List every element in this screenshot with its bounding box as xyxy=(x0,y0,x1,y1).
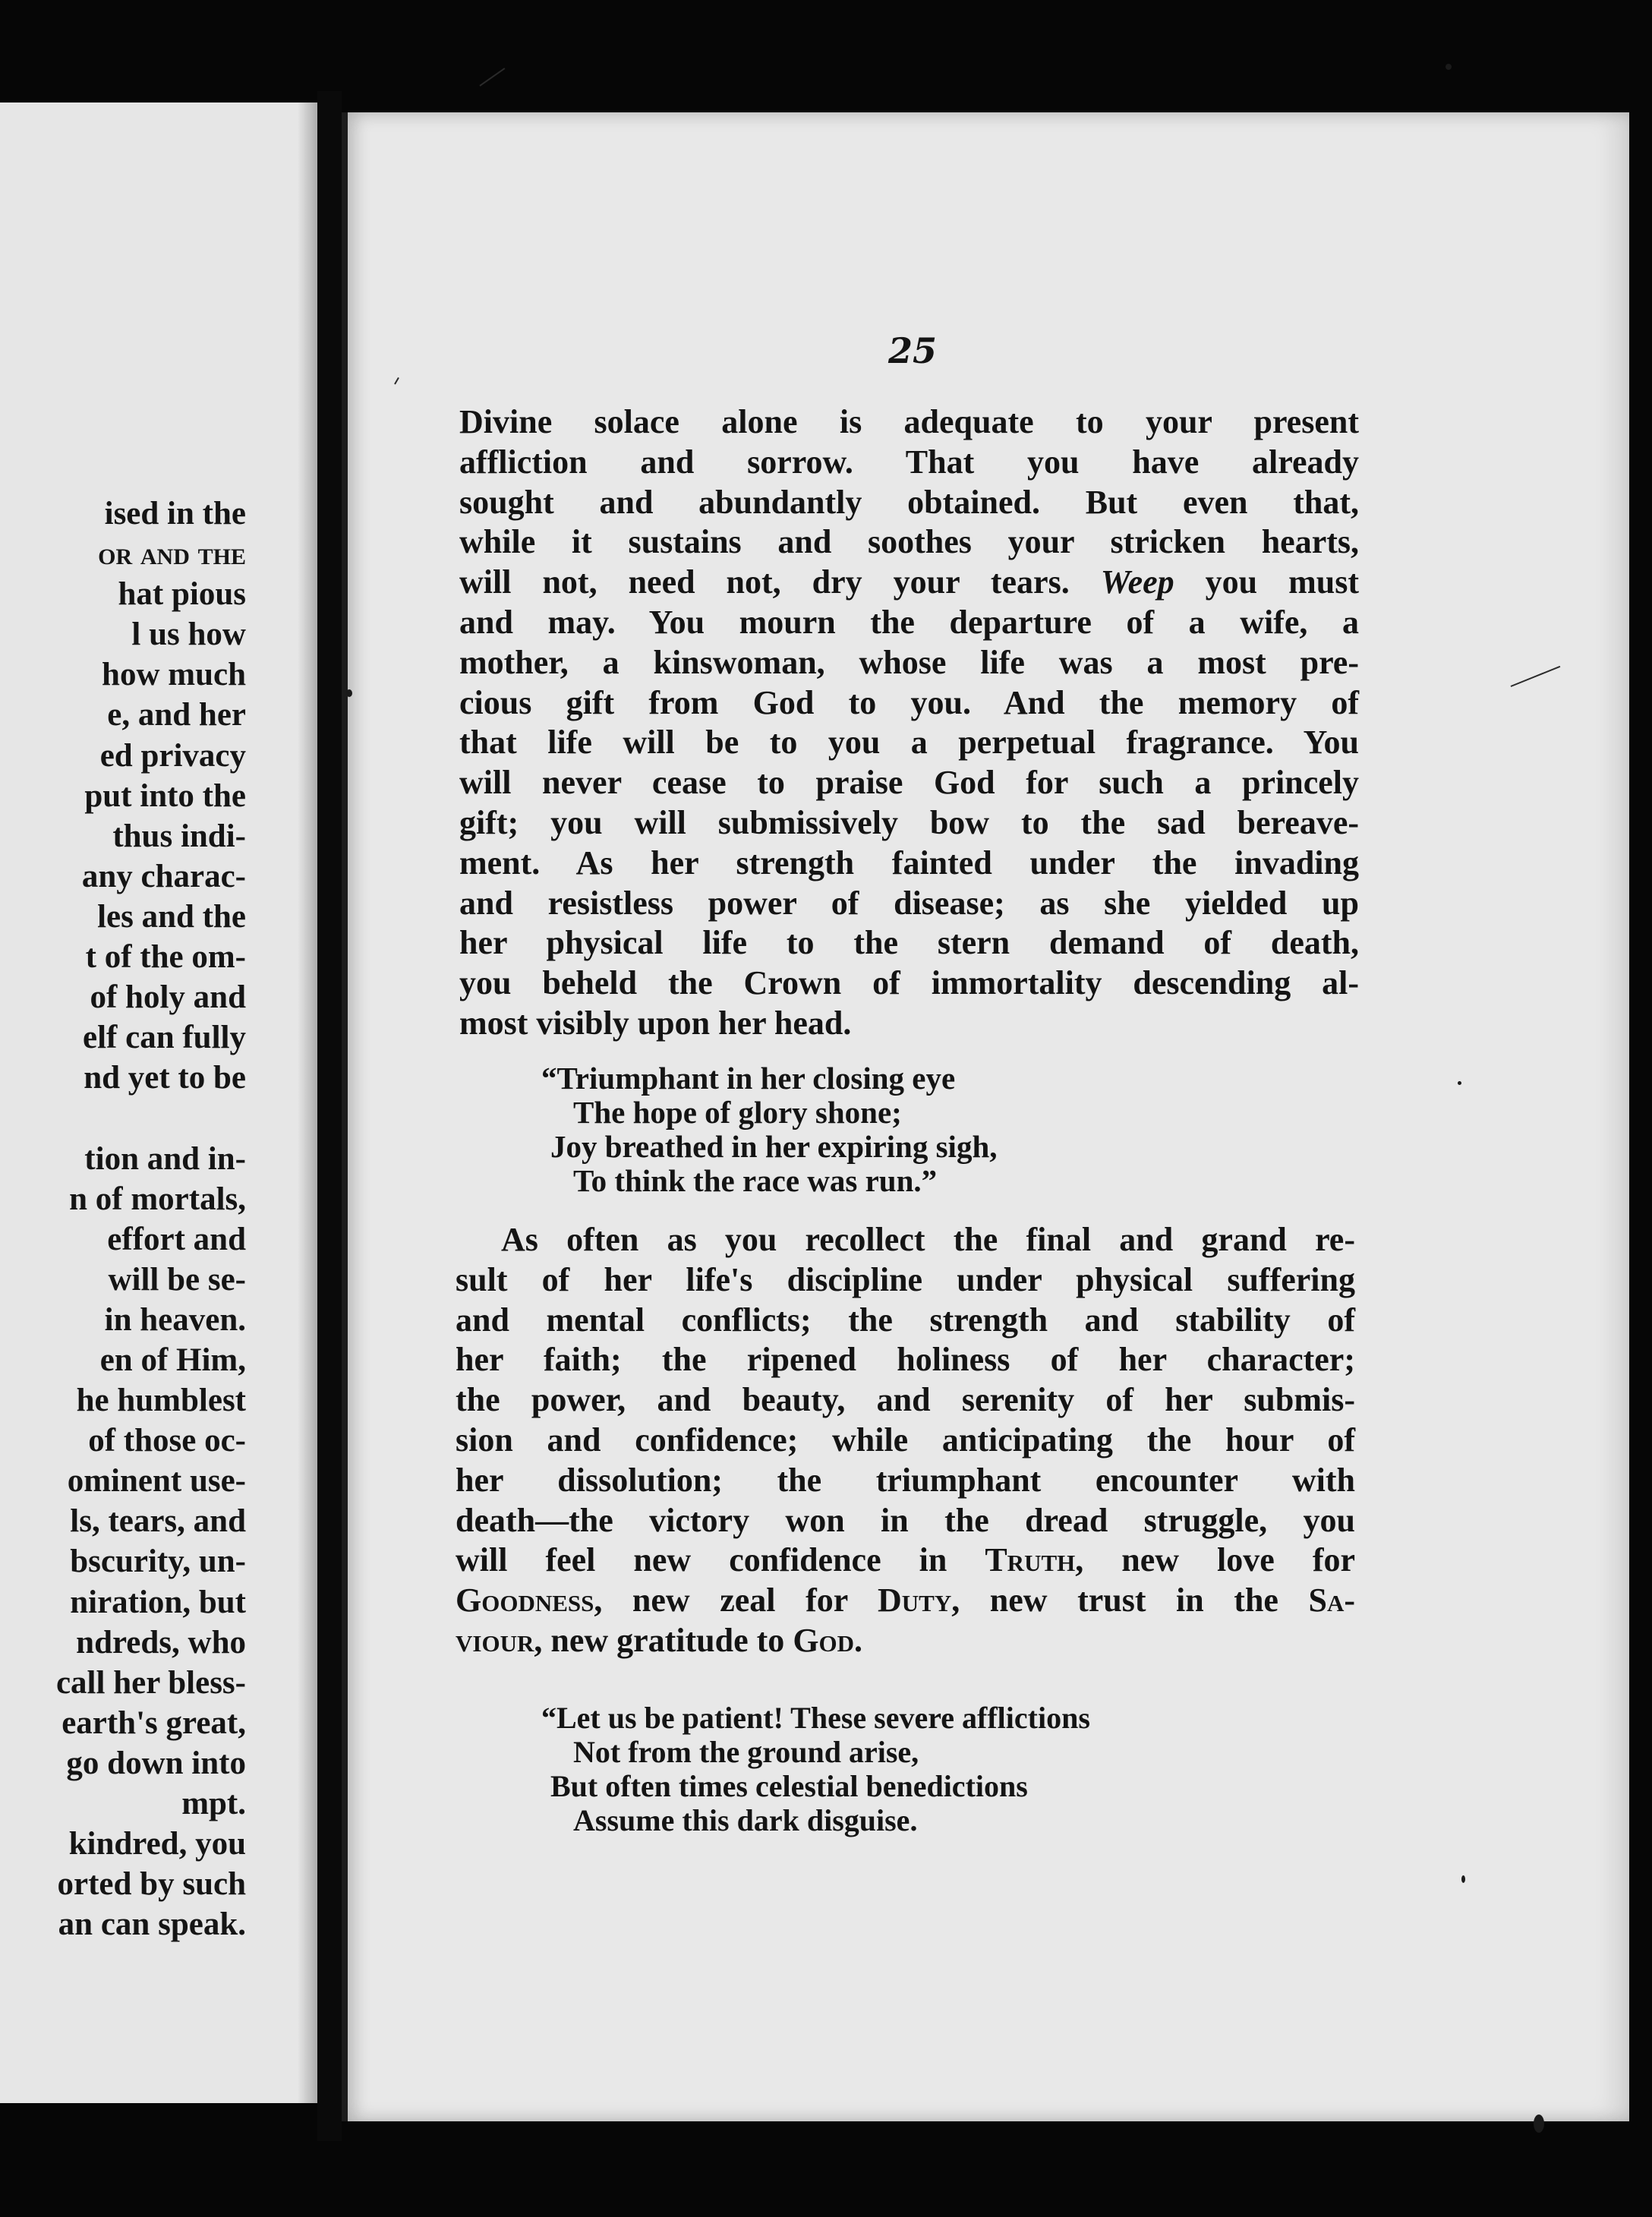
text-line: will not, need not, dry your tears. Weep you must xyxy=(459,563,1360,601)
text-line: that life will be to you a perpetual fragrance. You xyxy=(459,724,1359,762)
word-truth: Truth xyxy=(985,1541,1076,1579)
emphasis-weep: Weep xyxy=(1100,563,1174,601)
text-line: sion and confidence; while anticipating the hour of xyxy=(456,1421,1355,1459)
text-line: cious gift from God to you. And the memory of xyxy=(459,683,1359,721)
left-line: tion and in- xyxy=(84,1140,246,1177)
left-line: niration, but xyxy=(70,1584,246,1620)
verse-line: Joy breathed in her expiring sigh, xyxy=(550,1129,998,1164)
text-line: you beheld the Crown of immortality descending al- xyxy=(459,964,1359,1002)
left-line: les and the xyxy=(97,898,246,935)
left-line: put into the xyxy=(84,777,246,814)
left-line: l us how xyxy=(131,617,246,653)
text-line: death—the victory won in the dread struggle, you xyxy=(456,1501,1355,1539)
left-line: elf can fully xyxy=(83,1020,246,1056)
verse-2 xyxy=(541,1701,1090,1837)
text-line: most visibly upon her head. xyxy=(459,1004,852,1042)
verse-line: Not from the ground arise, xyxy=(573,1735,919,1769)
left-line: he humblest xyxy=(76,1383,246,1419)
left-line: bscurity, un- xyxy=(70,1544,246,1580)
scan-speck xyxy=(1461,1875,1465,1883)
text-line: viour, new gratitude to God. xyxy=(456,1621,863,1659)
scan-speck xyxy=(1446,64,1452,70)
text-line: and may. You mourn the departure of a wife, a xyxy=(459,603,1359,641)
word-saviour-end: viour xyxy=(456,1621,534,1659)
left-line: hat pious xyxy=(118,576,246,613)
text-line: the power, and beauty, and serenity of her submis- xyxy=(456,1381,1355,1419)
word-goodness: Goodness xyxy=(456,1582,594,1619)
text-line: will never cease to praise God for such a princely xyxy=(459,764,1359,802)
left-line: t of the om- xyxy=(85,939,246,976)
left-line: call her bless- xyxy=(55,1664,246,1701)
left-line: or and the xyxy=(98,536,246,572)
left-line: will be se- xyxy=(108,1261,246,1298)
left-line: an can speak. xyxy=(58,1906,246,1943)
left-line: n of mortals, xyxy=(69,1181,246,1217)
left-line: in heaven. xyxy=(104,1301,246,1338)
left-line: any charac- xyxy=(81,858,246,894)
left-line: of holy and xyxy=(90,979,246,1016)
left-line: of those oc- xyxy=(88,1423,246,1459)
scan-speck xyxy=(1534,2115,1544,2133)
left-line: how much xyxy=(102,657,246,693)
text-line: sought and abundantly obtained. But even that, xyxy=(459,483,1359,521)
scan-speck xyxy=(346,689,352,697)
text-line: Goodness, new zeal for Duty, new trust in the Sa- xyxy=(456,1582,1356,1619)
left-line: nd yet to be xyxy=(84,1060,246,1096)
verse-line: “Triumphant in her closing eye xyxy=(541,1061,956,1096)
left-page-text xyxy=(56,494,246,1944)
text-line: and resistless power of disease; as she yielded up xyxy=(459,884,1359,922)
left-line: orted by such xyxy=(57,1866,246,1903)
scan-speck xyxy=(1458,1081,1461,1085)
text-line: her dissolution; the triumphant encounter with xyxy=(456,1461,1355,1499)
left-line: ndreds, who xyxy=(76,1624,246,1660)
left-line: mpt. xyxy=(181,1786,246,1821)
text-line: sult of her life's discipline under physical suffering xyxy=(456,1260,1355,1298)
binding-gutter xyxy=(317,91,342,2141)
verse-line: “Let us be patient! These severe afflictions xyxy=(541,1701,1090,1735)
text-line: affliction and sorrow. That you have already xyxy=(459,443,1359,481)
left-line: ised in the xyxy=(104,496,246,531)
text-line: ment. As her strength fainted under the invading xyxy=(459,844,1359,881)
word-god: God xyxy=(793,1621,855,1659)
text-line: and mental conflicts; the strength and stability of xyxy=(456,1301,1355,1339)
left-line: effort and xyxy=(107,1221,246,1257)
verse-line: The hope of glory shone; xyxy=(573,1095,902,1130)
text-line: will feel new confidence in Truth, new love for xyxy=(456,1541,1355,1579)
left-page xyxy=(0,102,320,2103)
text-line: As often as you recollect the final and grand re- xyxy=(501,1221,1355,1258)
verse-line: But often times celestial benedictions xyxy=(550,1769,1028,1803)
left-line: en of Him, xyxy=(99,1342,246,1378)
left-line: ed privacy xyxy=(99,737,246,774)
verse-line: Assume this dark disguise. xyxy=(573,1803,918,1837)
left-page-shadow xyxy=(298,102,317,2103)
left-line: earth's great, xyxy=(61,1705,246,1741)
text-line: mother, a kinswoman, whose life was a most pre- xyxy=(459,643,1359,681)
text-line: her physical life to the stern demand of death, xyxy=(459,924,1359,962)
paragraph-1 xyxy=(459,402,1359,1044)
left-line: thus indi- xyxy=(112,818,246,854)
verse-line: To think the race was run.” xyxy=(573,1163,938,1198)
text-line: Divine solace alone is adequate to your present xyxy=(459,403,1359,440)
left-line-gap xyxy=(56,1098,246,1138)
left-line: ominent use- xyxy=(67,1463,246,1500)
text-line: while it sustains and soothes your stricken hearts, xyxy=(459,523,1359,561)
verse-1 xyxy=(541,1061,998,1198)
left-line: ls, tears, and xyxy=(70,1503,246,1540)
word-duty: Duty xyxy=(878,1582,952,1619)
left-line: e, and her xyxy=(107,697,246,733)
word-saviour-start: Sa- xyxy=(1308,1582,1356,1619)
page-number: 25 xyxy=(888,330,938,371)
left-line: go down into xyxy=(66,1745,246,1781)
text-line: her faith; the ripened holiness of her character; xyxy=(456,1341,1355,1379)
text-line: gift; you will submissively bow to the sad bereave- xyxy=(459,803,1359,841)
paragraph-2 xyxy=(456,1220,1355,1661)
left-line: kindred, you xyxy=(68,1826,246,1862)
scan-scratch-top xyxy=(479,68,505,87)
